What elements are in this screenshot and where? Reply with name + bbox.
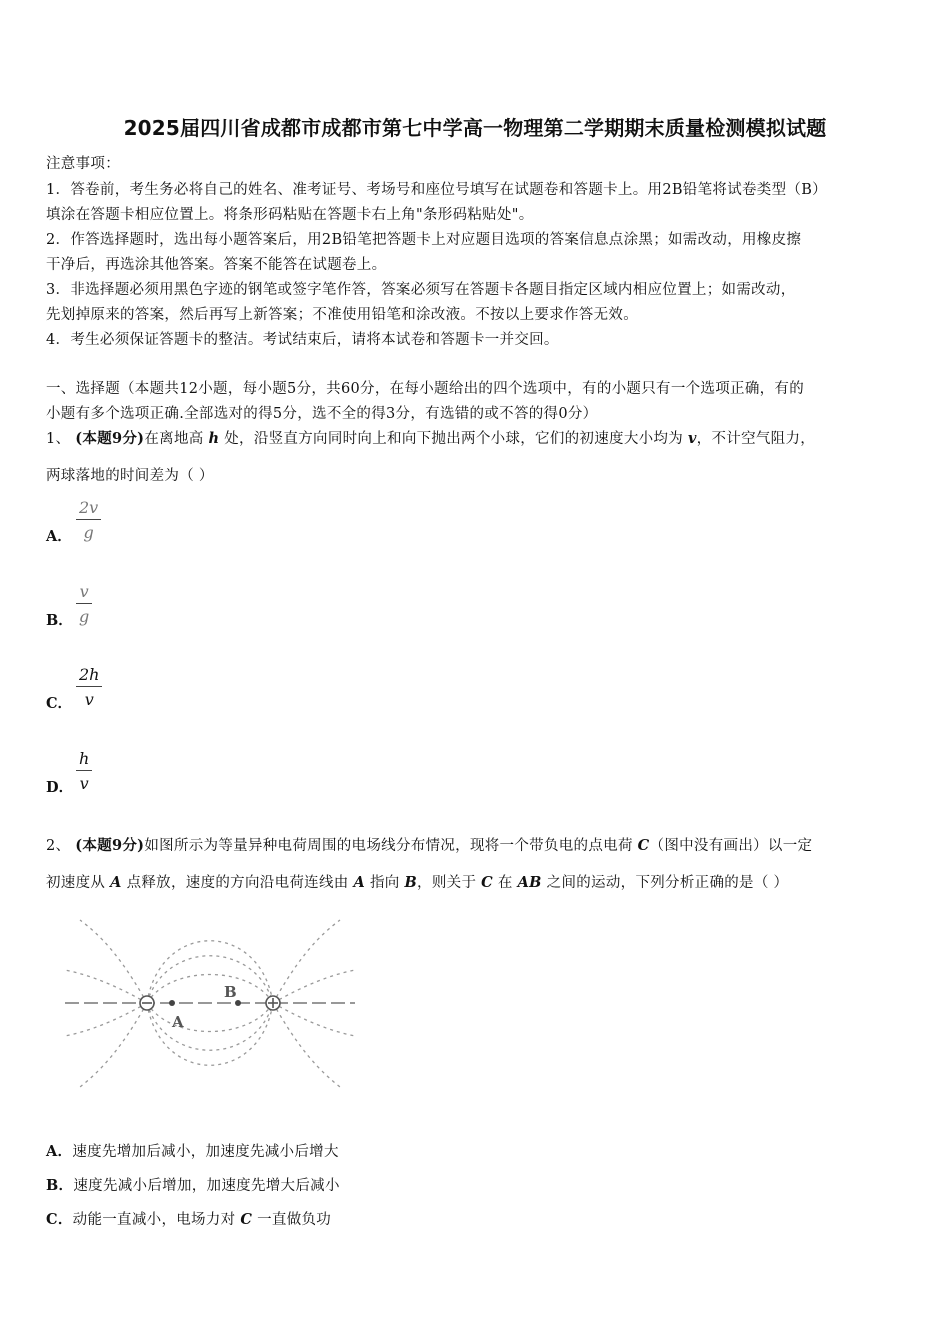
option-c-label: C．: [46, 695, 73, 712]
notice-item-3a: 3．非选择题必须用黑色字迹的钢笔或签字笔作答，答案必须写在答题卡各题目指定区域内相应位置上；如需改动，: [46, 282, 796, 298]
option-d-label: D．: [46, 779, 74, 796]
label-a: A: [172, 1013, 184, 1031]
notice-item-4: 4．考生必须保证答题卡的整洁。考试结束后，请将本试卷和答题卡一并交回。: [46, 332, 559, 348]
section-heading-1: 一、选择题（本题共12小题，每小题5分，共60分，在每小题给出的四个选项中，有的小题只有一个选项正确，有的: [46, 381, 805, 397]
option-a-fraction: 2v g: [76, 498, 101, 542]
notice-item-2a: 2．作答选择题时，选出每小题答案后，用2B铅笔把答题卡上对应题目选项的答案信息点涂黑；如需改动，用橡皮擦: [46, 232, 802, 248]
notice-item-1a: 1．答卷前，考生务必将自己的姓名、准考证号、考场号和座位号填写在试题卷和答题卡上。用2B铅笔将试卷类型（B）: [46, 182, 827, 198]
notice-item-2b: 干净后，再选涂其他答案。答案不能答在试题卷上。: [46, 257, 387, 273]
option-c-fraction: 2h v: [76, 665, 102, 709]
option-b-label: B．: [46, 612, 73, 629]
question-1-line-1: 1、 (本题9分)在离地高 h 处，沿竖直方向同时向上和向下抛出两个小球，它们的初速度大小均为 v，不计空气阻力，: [46, 430, 816, 447]
notice-heading: 注意事项：: [46, 156, 120, 172]
option-a-label: A．: [46, 528, 72, 545]
point-a: [169, 1000, 175, 1006]
notice-item-3b: 先划掉原来的答案，然后再写上新答案；不准使用铅笔和涂改液。不按以上要求作答无效。: [46, 307, 638, 323]
section-heading-2: 小题有多个选项正确.全部选对的得5分，选不全的得3分，有选错的或不答的得0分）: [46, 406, 598, 422]
q2-option-b: B．速度先减小后增加，加速度先增大后减小: [46, 1177, 340, 1194]
question-1-line-2: 两球落地的时间差为（ ）: [46, 468, 214, 484]
option-b-fraction: v g: [76, 582, 92, 626]
q2-option-c: C．动能一直减小，电场力对 C 一直做负功: [46, 1211, 332, 1228]
question-2-line-2: 初速度从 A 点释放，速度的方向沿电荷连线由 A 指向 B，则关于 C 在 AB 之间的运动，下列分析正确的是（ ）: [46, 874, 789, 891]
q2-option-a: A．速度先增加后减小，加速度先减小后增大: [46, 1143, 339, 1160]
question-2-line-1: 2、 (本题9分)如图所示为等量异种电荷周围的电场线分布情况，现将一个带负电的点电荷 C（图中没有画出）以一定: [46, 837, 813, 854]
page-title: 2025届四川省成都市成都市第七中学高一物理第二学期期末质量检测模拟试题: [123, 116, 827, 140]
notice-item-1b: 填涂在答题卡相应位置上。将条形码粘贴在答题卡右上角"条形码粘贴处"。: [46, 207, 534, 223]
label-b: B: [224, 983, 237, 1001]
option-d-fraction: h v: [76, 749, 92, 793]
electric-field-figure: [60, 915, 360, 1090]
